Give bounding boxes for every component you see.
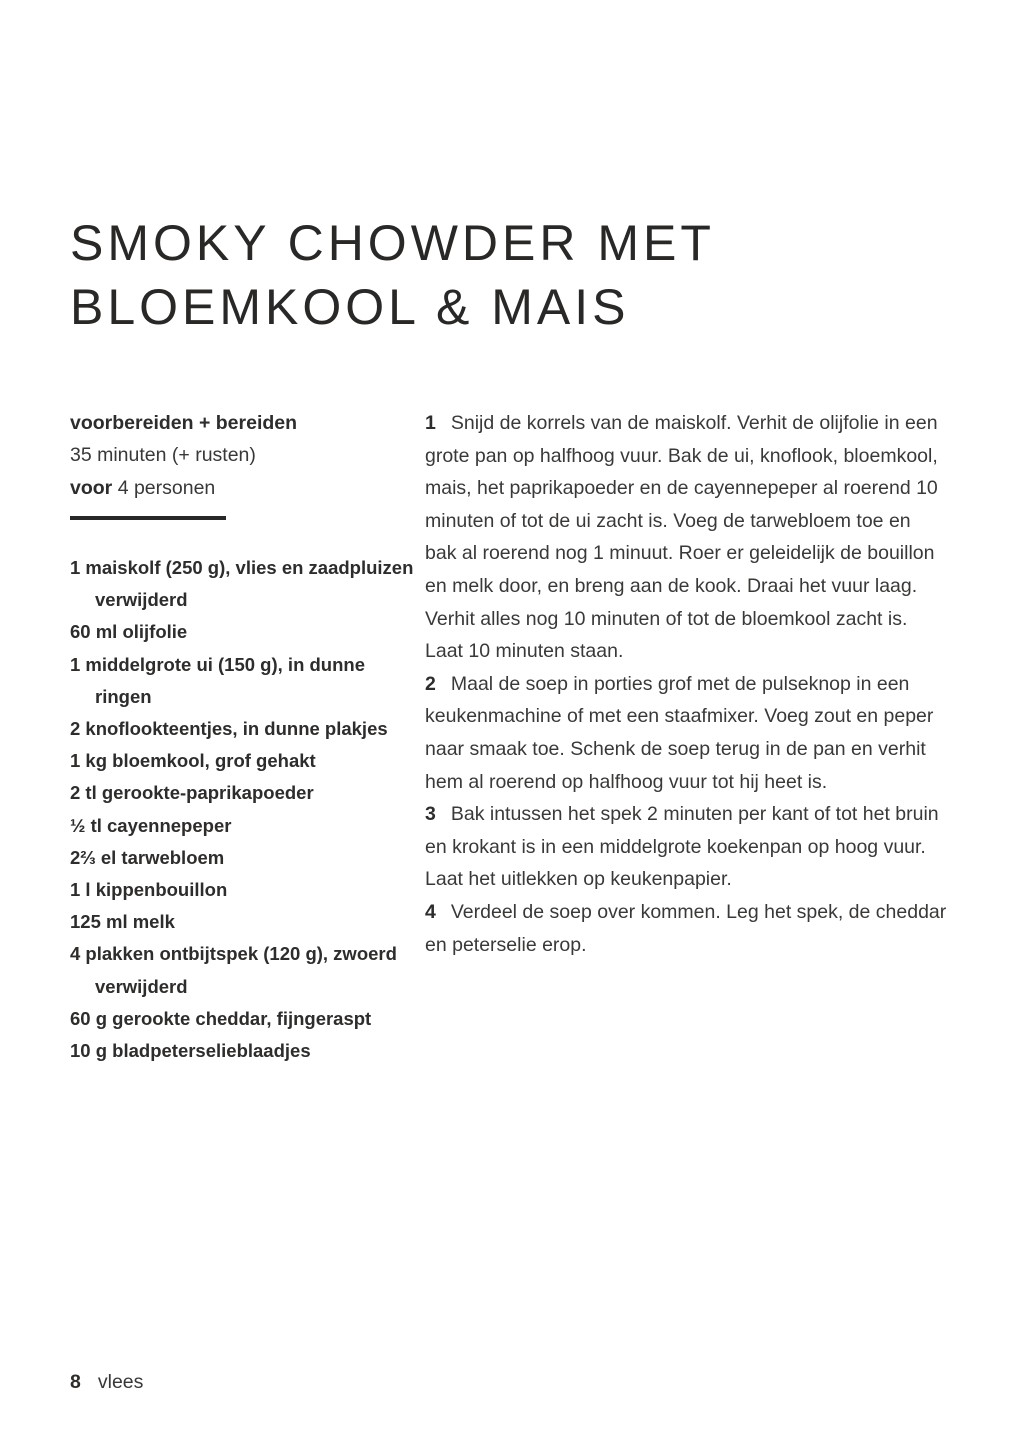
instruction-step	[425, 668, 947, 798]
section-label: vlees	[97, 1371, 144, 1393]
ingredient-item: 60 g gerookte cheddar, fijngeraspt	[70, 1007, 372, 1029]
step-number: 3	[425, 803, 436, 826]
step-text: Bak intussen het spek 2 minuten per kant of tot het bruin en krokant is in een middelgrote koekenpan op hoog vuur. Laat het uitlekken op keukenpapier.	[425, 803, 939, 891]
prep-time: 35 minuten (+ rusten)	[70, 444, 256, 467]
prep-info-block	[70, 407, 422, 504]
ingredients-list	[70, 552, 422, 1067]
step-number: 4	[425, 900, 436, 923]
page-footer	[70, 1368, 143, 1396]
servings-value: 4 personen	[117, 476, 216, 499]
ingredient-item: 2 tl gerookte-paprikapoeder	[70, 782, 314, 804]
instruction-step	[425, 798, 947, 896]
ingredient-item: ½ tl cayennepeper	[70, 814, 232, 836]
step-text: Verdeel de soep over kommen. Leg het spek, de cheddar en peterselie erop.	[425, 900, 947, 956]
step-text: Snijd de korrels van de maiskolf. Verhit de olijfolie in een grote pan op halfhoog vuur. Bak de ui, knoflook, bloemkool, mais, het paprikapoeder en de cayennepeper al roerend 10 minuten of tot de ui zacht is. Voeg de tarwebloem toe en bak al roerend nog 1 minuut. Roer er geleidelijk de bouillon en melk door, en breng aan de kook. Draai het vuur laag. Verhit alles nog 10 minuten of tot de bloemkool zacht is. Laat 10 minuten staan.	[425, 412, 938, 663]
ingredient-item: 1 middelgrote ui (150 g), in dunne ringen	[70, 653, 365, 707]
instructions	[425, 407, 947, 961]
prep-label: voorbereiden + bereiden	[70, 412, 298, 434]
instruction-step	[425, 896, 947, 961]
servings-label: voor	[70, 476, 113, 499]
recipe-title-line1: SMOKY CHOWDER MET	[70, 215, 715, 271]
step-number: 2	[425, 672, 436, 695]
ingredient-item: 60 ml olijfolie	[70, 621, 188, 643]
ingredient-item: 125 ml melk	[70, 911, 175, 933]
recipe-title	[70, 211, 715, 339]
ingredient-item: 1 kg bloemkool, grof gehakt	[70, 750, 316, 772]
recipe-title-line2: BLOEMKOOL & MAIS	[70, 279, 630, 335]
page-number: 8	[70, 1371, 81, 1393]
divider-rule	[70, 516, 226, 520]
ingredient-item: 10 g bladpeterselieblaadjes	[70, 1040, 311, 1062]
ingredient-item: 1 maiskolf (250 g), vlies en zaadpluizen verwijderd	[70, 557, 414, 611]
ingredient-item: 1 l kippenbouillon	[70, 879, 228, 901]
ingredient-item: 2⅔ el tarwebloem	[70, 846, 225, 868]
ingredient-item: 2 knoflookteentjes, in dunne plakjes	[70, 718, 388, 740]
servings	[70, 472, 422, 504]
step-text: Maal de soep in porties grof met de pulseknop in een keukenmachine of met een staafmixer. Voeg zout en peper naar smaak toe. Schenk de soep terug in de pan en verhit hem al roerend op halfhoog vuur tot hij heet is.	[425, 672, 934, 793]
step-number: 1	[425, 412, 436, 434]
instruction-step	[425, 407, 947, 668]
ingredient-item: 4 plakken ontbijtspek (120 g), zwoerd verwijderd	[70, 943, 397, 997]
